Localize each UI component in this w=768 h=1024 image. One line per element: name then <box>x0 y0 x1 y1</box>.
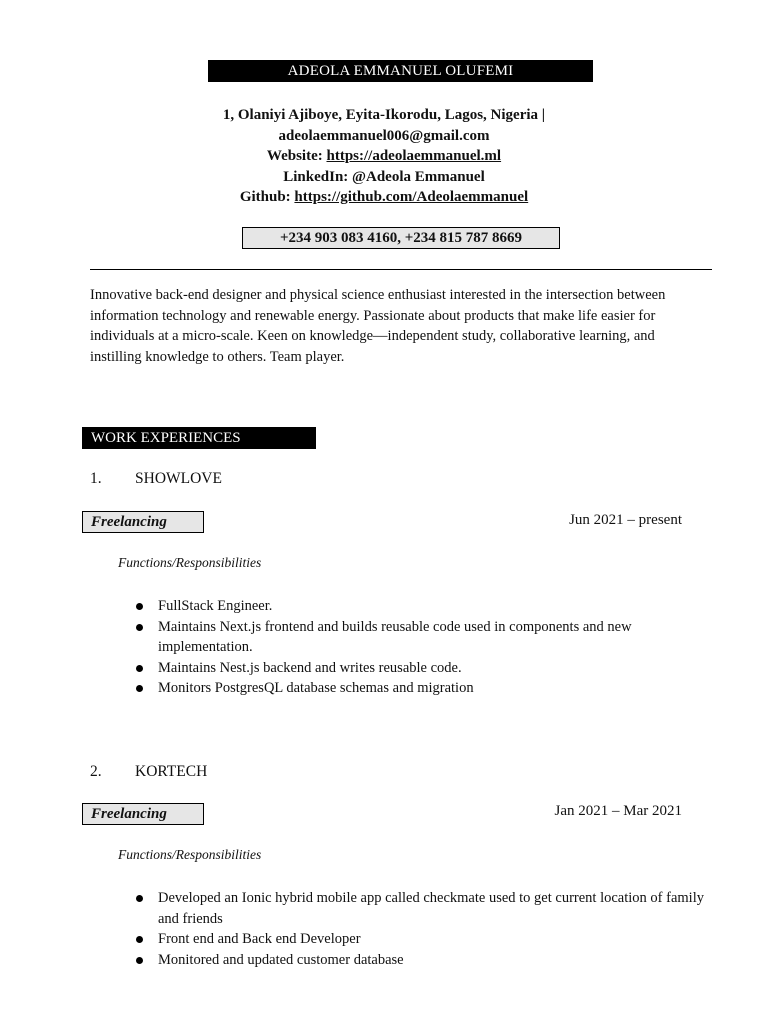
functions-label: Functions/Responsibilities <box>118 847 262 862</box>
job-dates: Jun 2021 – present <box>569 512 682 528</box>
job-number: 1. <box>90 470 102 487</box>
name-banner <box>208 60 593 82</box>
role-box <box>82 803 204 825</box>
full-name: ADEOLA EMMANUEL OLUFEMI <box>287 63 514 79</box>
contact-block <box>130 105 638 208</box>
linkedin: LinkedIn: @Adeola Emmanuel <box>283 168 485 185</box>
job-dates: Jan 2021 – Mar 2021 <box>554 803 682 819</box>
github-link[interactable]: https://github.com/Adeolaemmanuel <box>294 189 529 205</box>
job-heading <box>90 470 222 488</box>
bullet-icon <box>136 936 143 943</box>
section-heading-work <box>82 427 316 449</box>
responsibility-list <box>158 596 708 699</box>
list-item: Maintains Nest.js backend and writes reusable code. <box>158 658 708 679</box>
github-label: Github: <box>239 189 291 205</box>
job-heading <box>90 763 207 781</box>
github-line <box>130 187 638 208</box>
summary: Innovative back-end designer and physical science enthusiast interested in the intersection between information technology and renewable energy. Passionate about products that make life easier for individuals at a micro-scale. Keen on knowledge—independent study, collaborative learning, and instilling knowledge to others. Team player. <box>90 287 666 365</box>
website-label: Website: <box>266 148 323 164</box>
bullet-icon <box>136 895 143 902</box>
bullet-icon <box>136 665 143 672</box>
responsibility-list <box>158 888 708 970</box>
bullet-icon <box>136 603 143 610</box>
role-label: Freelancing <box>91 806 167 822</box>
company-name: KORTECH <box>135 763 208 780</box>
list-item: Front end and Back end Developer <box>158 929 708 950</box>
list-item: Monitors PostgresQL database schemas and migration <box>158 678 708 699</box>
bullet-icon <box>136 624 143 631</box>
role-box <box>82 511 204 533</box>
email[interactable]: adeolaemmanuel006@gmail.com <box>278 127 490 144</box>
job-number: 2. <box>90 763 102 780</box>
phone-numbers: +234 903 083 4160, +234 815 787 8669 <box>279 230 523 246</box>
list-item: FullStack Engineer. <box>158 596 708 617</box>
address: 1, Olaniyi Ajiboye, Eyita-Ikorodu, Lagos, Nigeria | <box>222 107 546 123</box>
role-label: Freelancing <box>91 514 167 530</box>
list-item: Maintains Next.js frontend and builds reusable code used in components and new implementation. <box>158 617 708 658</box>
list-item: Monitored and updated customer database <box>158 950 708 971</box>
phone-box <box>242 227 560 249</box>
divider <box>90 269 712 270</box>
website-link[interactable]: https://adeolaemmanuel.ml <box>326 148 502 164</box>
bullet-icon <box>136 685 143 692</box>
list-item: Developed an Ionic hybrid mobile app called checkmate used to get current location of family and friends <box>158 888 708 929</box>
functions-label: Functions/Responsibilities <box>118 555 262 570</box>
company-name: SHOWLOVE <box>135 470 222 487</box>
website-line <box>130 146 638 167</box>
bullet-icon <box>136 957 143 964</box>
section-title: WORK EXPERIENCES <box>91 430 241 446</box>
